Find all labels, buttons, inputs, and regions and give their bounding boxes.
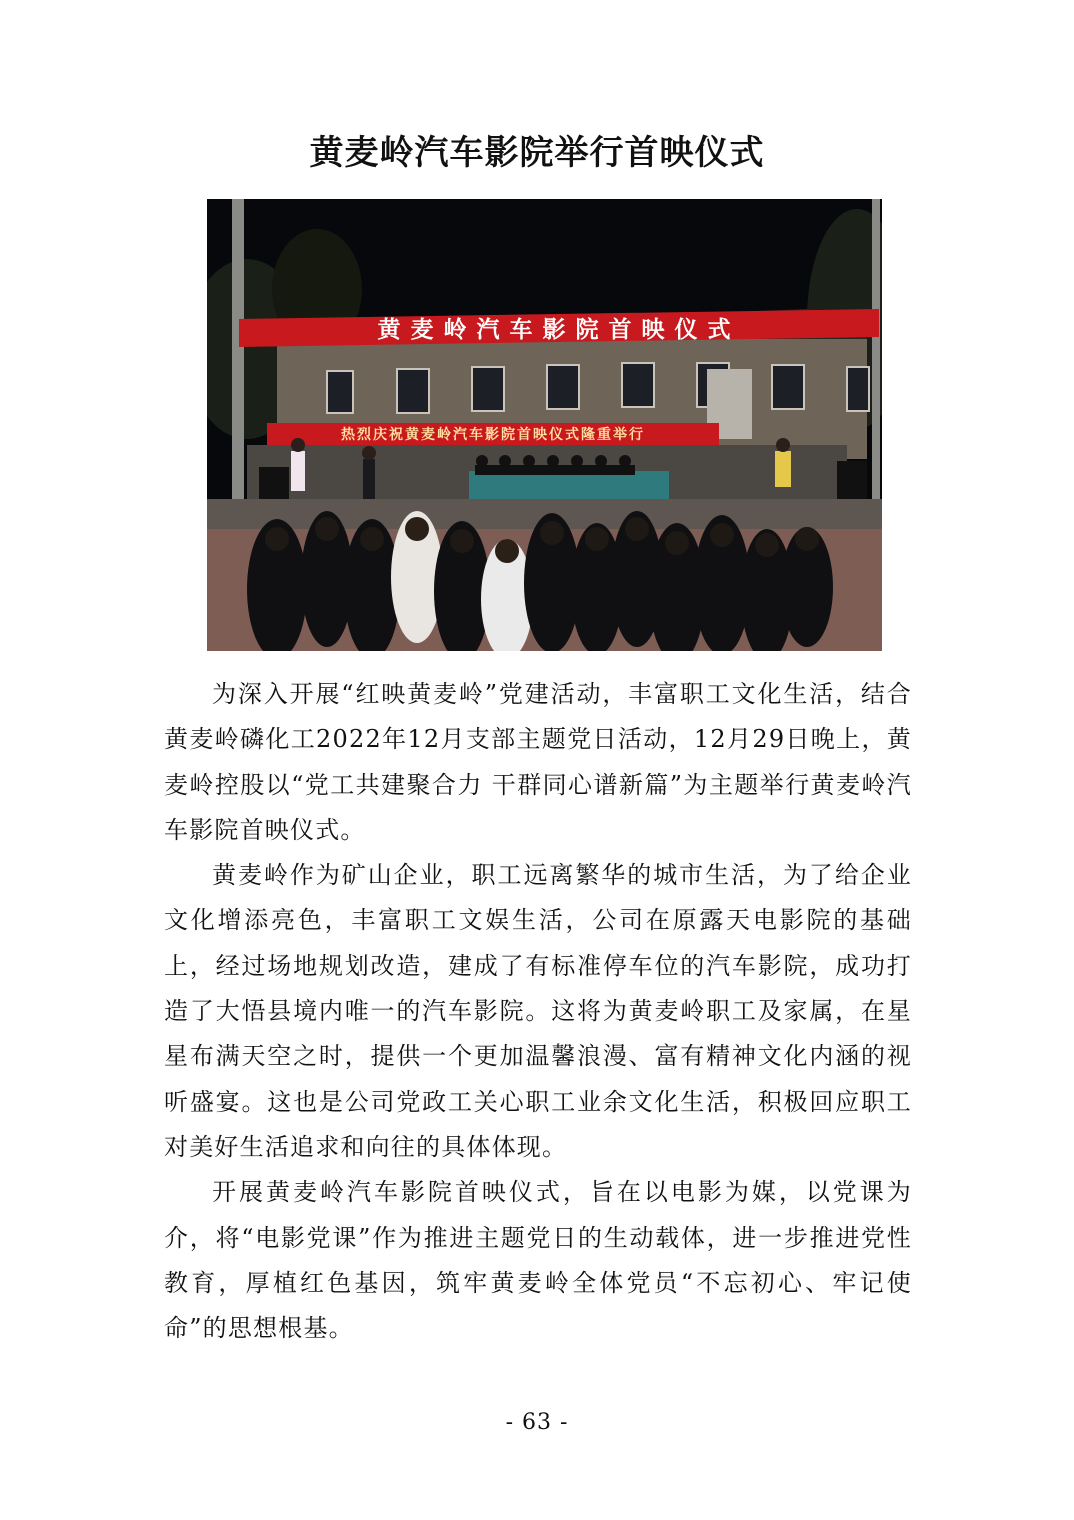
secondary-banner-text: 热烈庆祝黄麦岭汽车影院首映仪式隆重举行 [341, 427, 645, 443]
article-body [164, 672, 912, 1351]
paragraph-2: 黄麦岭作为矿山企业，职工远离繁华的城市生活，为了给企业文化增添亮色，丰富职工文娱生活，公司在原露天电影院的基础上，经过场地规划改造，建成了有标准停车位的汽车影院，成功打造了大悟县境内唯一的汽车影院。这将为黄麦岭职工及家属，在星星布满天空之时，提供一个更加温馨浪漫、富有精神文化内涵的视听盛宴。这也是公司党政工关心职工业余文化生活，积极回应职工对美好生活追求和向往的具体体现。 [164, 861, 912, 1161]
utility-pole [872, 199, 880, 519]
paragraph-1: 为深入开展“红映黄麦岭”党建活动，丰富职工文化生活，结合黄麦岭磷化工2022年12月支部主题党日活动，12月29日晚上，黄麦岭控股以“党工共建聚合力 干群同心谱新篇”为主题举行黄麦岭汽车影院首映仪式。 [164, 680, 912, 844]
main-banner-text: 黄麦岭汽车影院首映仪式 [377, 317, 741, 343]
head-table [469, 471, 669, 501]
event-photo [207, 199, 882, 651]
paragraph-3: 开展黄麦岭汽车影院首映仪式，旨在以电影为媒，以党课为介，将“电影党课”作为推进主题党日的生动载体，进一步推进党性教育，厚植红色基因，筑牢黄麦岭全体党员“不忘初心、牢记使命”的思想根基。 [164, 1178, 912, 1343]
page-number: - 63 - [505, 1410, 569, 1435]
article-title: 黄麦岭汽车影院举行首映仪式 [309, 133, 765, 173]
utility-pole [232, 199, 244, 519]
